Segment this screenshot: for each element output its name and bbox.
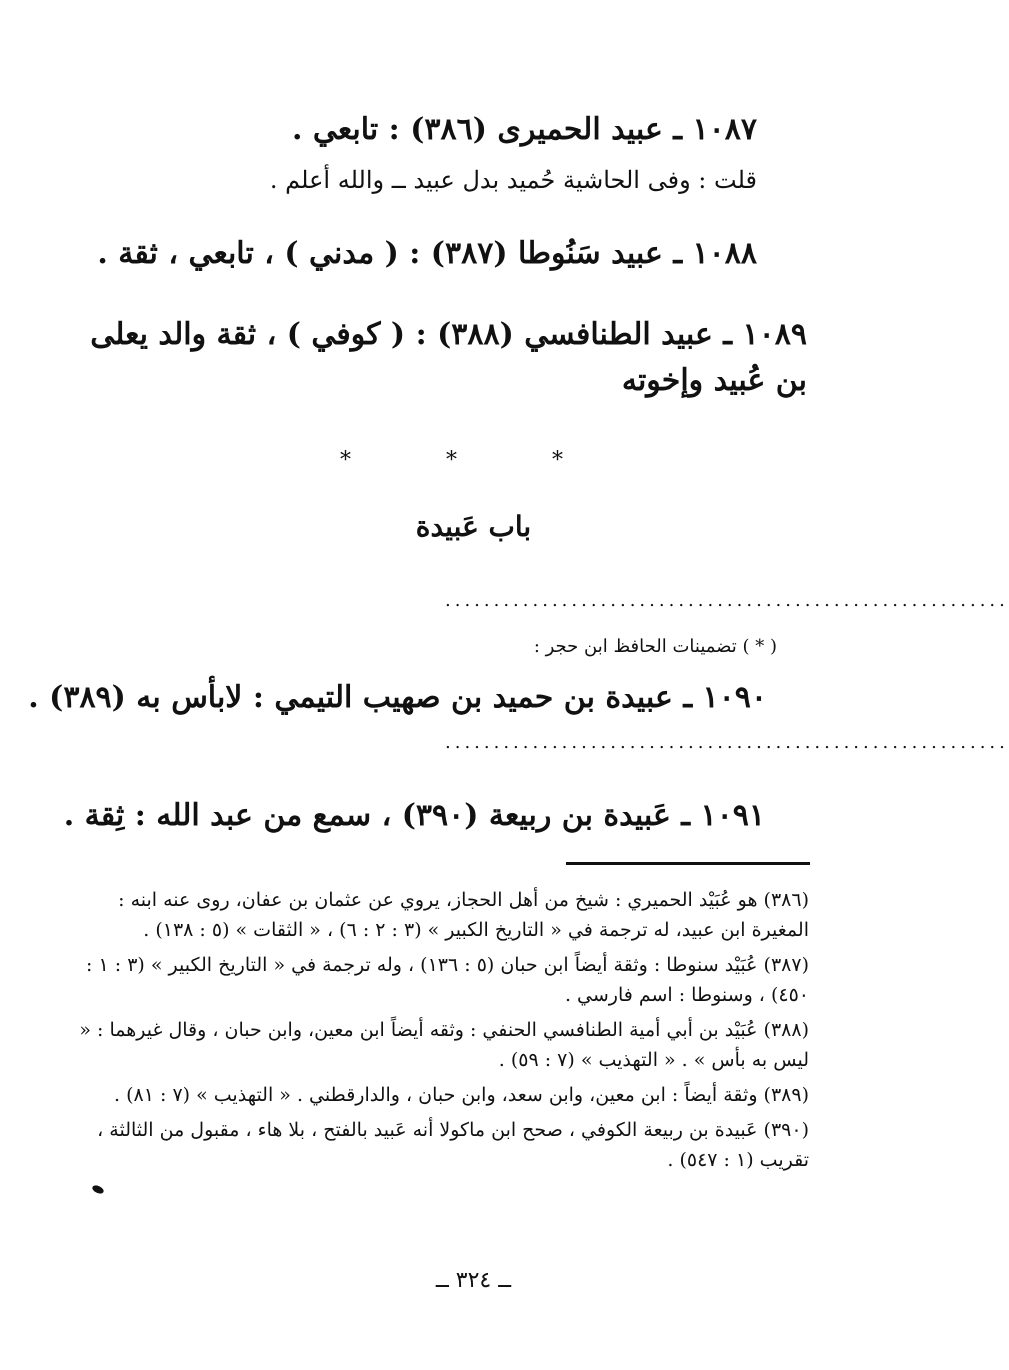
footnote-387: (٣٨٧) عُبَيْد سنوطا : وثقة أيضاً ابن حبان (٥ : ١٣٦) ، وله ترجمة في « التاريخ الكبير » (٣ : ١ : ٤٥٠) ، وسنوطا : اسم فارسي . [86, 954, 809, 1006]
dotted-separator-bottom: .......................................................... [445, 732, 1009, 753]
footnote-389: (٣٨٩) وثقة أيضاً : ابن معين، وابن سعد، وابن حبان ، والدارقطني . « التهذيب » (٧ : ٨١) . [114, 1084, 809, 1106]
entry-1087: ١٠٨٧ ـ عبيد الحميرى (٣٨٦) : تابعي . [292, 112, 757, 147]
page-number: ــ ٣٢٤ ــ [435, 1268, 512, 1293]
footnotes [59, 885, 809, 1180]
entry-1091: ١٠٩١ ـ عَبيدة بن ربيعة (٣٩٠) ، سمع من عبد الله : ثِقة . [63, 798, 765, 833]
footnote-388: (٣٨٨) عُبَيْد بن أبي أمية الطنافسي الحنفي : وثقه أيضاً ابن معين، وابن حبان ، وقال غيرهما : « ليس به بأس » . « التهذيب » (٧ : ٥٩) . [79, 1019, 809, 1071]
entry-1090: ١٠٩٠ ـ عبيدة بن حميد بن صهيب التيمي : لابأس به (٣٨٩) . [28, 680, 767, 715]
entry-1087-note: قلت : وفى الحاشية حُميد بدل عبيد ــ والله أعلم . [269, 166, 757, 194]
entry-1088: ١٠٨٨ ـ عبيد سَنُوطا (٣٨٧) : ( مدني ) ، تابعي ، ثقة . [97, 236, 757, 271]
footnote-390: (٣٩٠) عَبيدة بن ربيعة الكوفي ، صحح ابن ماكولا أنه عَبيد بالفتح ، بلا هاء ، مقبول من الثالثة ، تقريب (١ : ٥٤٧) . [97, 1119, 809, 1171]
ink-mark [91, 1184, 105, 1195]
footnote-386: (٣٨٦) هو عُبَيْد الحميري : شيخ من أهل الحجاز، يروي عن عثمان بن عفان، روى عنه ابنه : المغيرة ابن عبيد، له ترجمة في « التاريخ الكبير » (٣ : ٢ : ٦) ، « الثقات » (٥ : ١٣٨) . [118, 889, 809, 941]
section-heading: باب عَبيدة [415, 510, 532, 543]
entry-1089: ١٠٨٩ ـ عبيد الطنافسي (٣٨٨) : ( كوفي ) ، ثقة والد يعلى بن عُبيد وإخوته [90, 317, 807, 398]
footnote-rule [566, 862, 810, 865]
dotted-separator-top: .......................................................... [445, 590, 1009, 611]
section-separator-stars: * * * [340, 448, 607, 473]
tadmeenat-note: ( * ) تضمينات الحافظ ابن حجر : [533, 636, 777, 657]
